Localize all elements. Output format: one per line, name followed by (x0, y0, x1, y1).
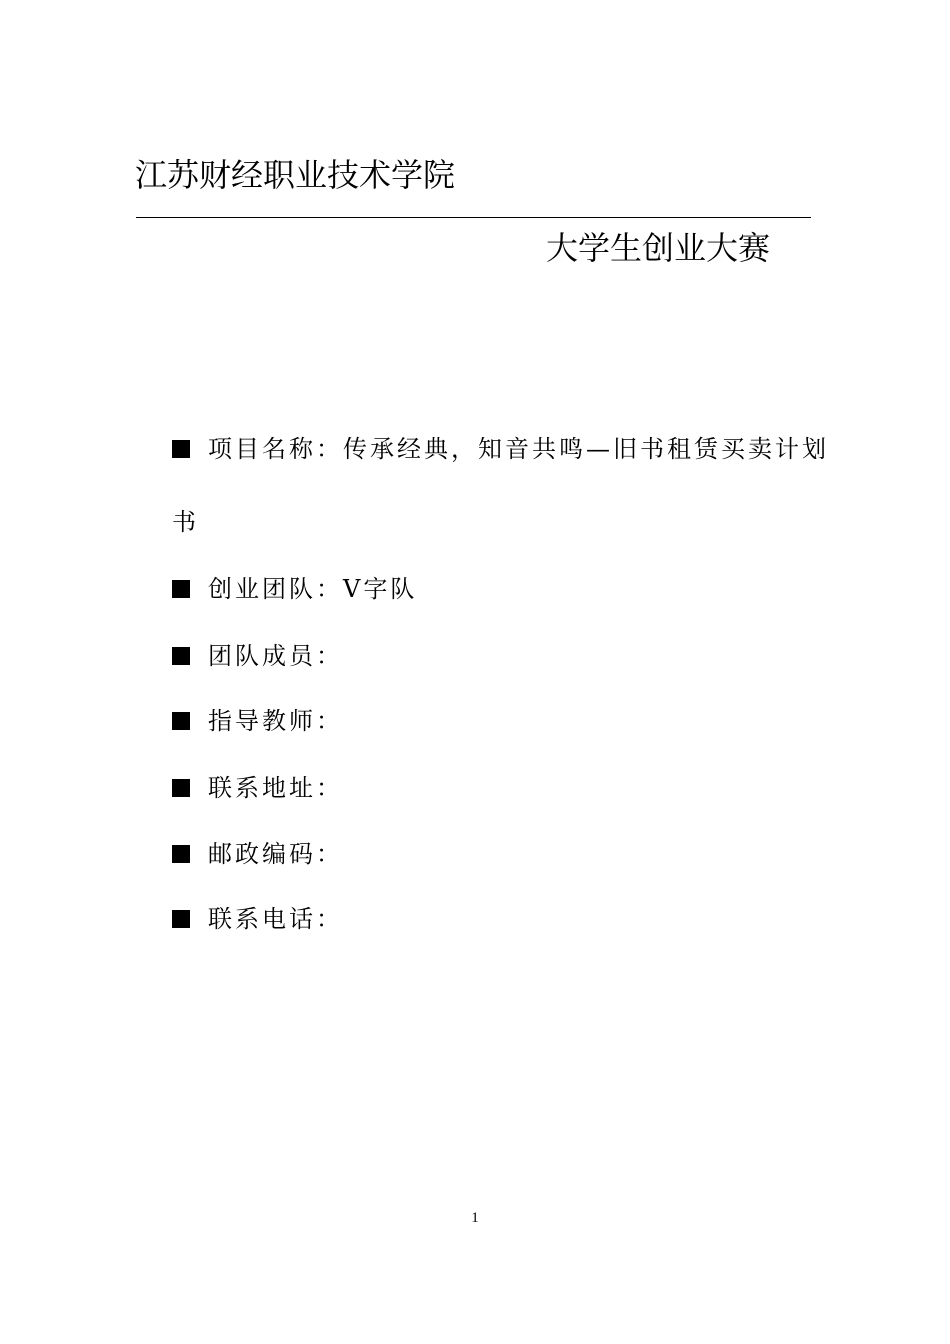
square-bullet-icon (172, 647, 190, 665)
info-item-project-name-continued (172, 505, 199, 539)
team-value: V字队 (343, 575, 418, 603)
info-item-postcode (172, 837, 343, 871)
info-item-members (172, 639, 343, 673)
page-number: 1 (471, 1210, 479, 1226)
square-bullet-icon (172, 845, 190, 863)
contest-name-heading: 大学生创业大赛 (546, 229, 771, 267)
school-name-heading: 江苏财经职业技术学院 (135, 156, 456, 194)
info-item-team (172, 572, 417, 606)
square-bullet-icon (172, 910, 190, 928)
team-label: 创业团队： (208, 575, 343, 603)
info-item-project-name (172, 432, 829, 466)
square-bullet-icon (172, 440, 190, 458)
info-item-advisor (172, 704, 343, 738)
info-item-phone (172, 902, 343, 936)
square-bullet-icon (172, 779, 190, 797)
phone-label: 联系电话： (208, 905, 343, 933)
heading-divider (136, 217, 811, 218)
members-label: 团队成员： (208, 642, 343, 670)
info-item-address (172, 771, 343, 805)
project-name-value-continued: 书 (172, 508, 199, 536)
square-bullet-icon (172, 712, 190, 730)
project-name-label: 项目名称： (208, 435, 343, 463)
postcode-label: 邮政编码： (208, 840, 343, 868)
square-bullet-icon (172, 580, 190, 598)
advisor-label: 指导教师： (208, 707, 343, 735)
project-name-value: 传承经典，知音共鸣—旧书租赁买卖计划 (343, 435, 829, 463)
address-label: 联系地址： (208, 774, 343, 802)
